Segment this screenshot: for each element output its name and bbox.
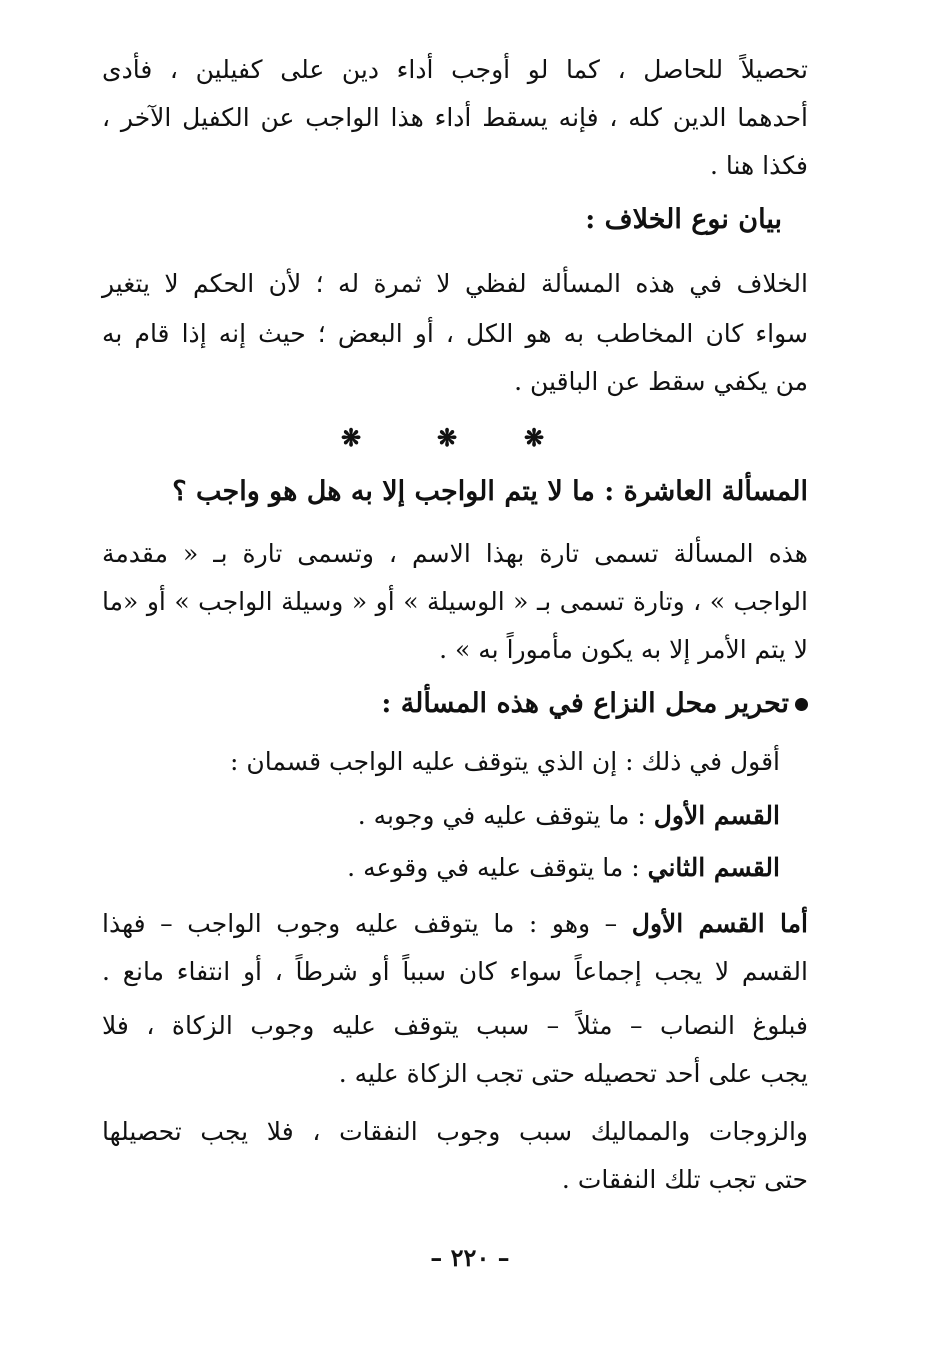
paragraph-line: تحصيلاً للحاصل ، كما لو أوجب أداء دين على كفيلين ، فأدى	[102, 55, 808, 84]
division-label: أما القسم الأول	[631, 909, 809, 938]
page-number: – ٢٢٠ –	[430, 1243, 510, 1272]
paragraph-line: أحدهما الدين كله ، فإنه يسقط أداء هذا الواجب عن الكفيل الآخر ،	[102, 103, 808, 132]
bullet-icon	[795, 698, 808, 711]
paragraph-line	[102, 906, 808, 942]
paragraph-line: من يكفي سقط عن الباقين .	[514, 367, 808, 396]
division-label: القسم الثاني	[647, 853, 780, 882]
division-line	[347, 850, 780, 886]
paragraph-line: لا يتم الأمر إلا به يكون مأموراً به » .	[439, 635, 808, 664]
bulleted-subheading	[381, 686, 808, 722]
division-text: : ما يتوقف عليه في وجوبه .	[357, 801, 654, 830]
section-heading: بيان نوع الخلاف :	[585, 204, 782, 235]
issue-heading: المسألة العاشرة : ما لا يتم الواجب إلا به هل هو واجب ؟	[172, 476, 808, 507]
paragraph-line: فبلوغ النصاب – مثلاً – سبب يتوقف عليه وجوب الزكاة ، فلا	[102, 1011, 808, 1040]
paragraph-line: الواجب » ، وتارة تسمى بـ « الوسيلة » أو « وسيلة الواجب » أو «ما	[102, 587, 808, 616]
subheading-text: تحرير محل النزاع في هذه المسألة :	[381, 688, 789, 719]
section-separator	[0, 418, 940, 458]
star-ornament-icon: ❋	[524, 423, 545, 452]
paragraph-line: هذه المسألة تسمى تارة بهذا الاسم ، وتسمى تارة بـ « مقدمة	[102, 539, 808, 568]
paragraph-line: الخلاف في هذه المسألة لفظي لا ثمرة له ؛ لأن الحكم لا يتغير	[102, 269, 808, 298]
paragraph-line: والزوجات والمماليك سبب وجوب النفقات ، فلا يجب تحصيلها	[102, 1117, 808, 1146]
division-text: : ما يتوقف عليه في وقوعه .	[347, 853, 648, 882]
paragraph-line: فكذا هنا .	[709, 151, 808, 180]
paragraph-line: القسم لا يجب إجماعاً سواء كان سبباً أو شرطاً ، أو انتفاء مانع .	[102, 957, 808, 986]
paragraph-line: حتى تجب تلك النفقات .	[561, 1165, 808, 1194]
star-ornament-icon: ❋	[341, 423, 362, 452]
division-label: القسم الأول	[653, 801, 780, 830]
star-ornament-icon: ❋	[437, 423, 458, 452]
paragraph-line: يجب على أحد تحصيله حتى تجب الزكاة عليه .	[338, 1059, 808, 1088]
paragraph-line: أقول في ذلك : إن الذي يتوقف عليه الواجب قسمان :	[230, 747, 780, 776]
division-line	[358, 798, 780, 834]
paragraph-line: سواء كان المخاطب به هو الكل ، أو البعض ؛ حيث إنه إذا قام به	[102, 319, 808, 348]
paragraph-text: – وهو : ما يتوقف عليه وجوب الواجب – فهذا	[102, 909, 632, 938]
